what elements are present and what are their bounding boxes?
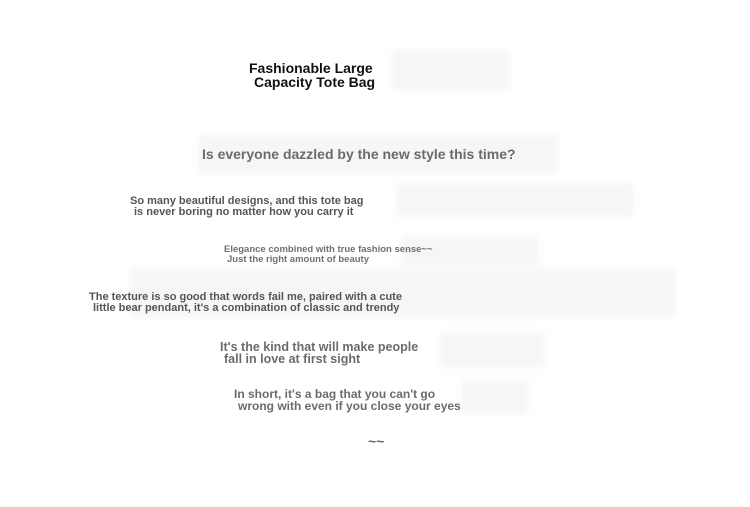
product-title-line-1: Fashionable Large bbox=[249, 60, 373, 76]
background-shade bbox=[396, 183, 634, 217]
background-shade bbox=[462, 380, 528, 414]
description-paragraph bbox=[130, 196, 363, 218]
paragraph-line: Elegance combined with true fashion sense~~ bbox=[224, 244, 433, 255]
product-title-line-2: Capacity Tote Bag bbox=[254, 74, 376, 90]
description-paragraph bbox=[224, 245, 433, 265]
paragraph-line: little bear pendant, it's a combination of classic and trendy bbox=[93, 302, 400, 314]
paragraph-line: fall in love at first sight bbox=[224, 352, 361, 366]
paragraph-line: is never boring no matter how you carry it bbox=[134, 206, 354, 218]
paragraph-line: wrong with even if you close your eyes bbox=[238, 399, 461, 413]
paragraph-line: It's the kind that will make people bbox=[220, 340, 419, 354]
description-paragraph bbox=[234, 388, 461, 412]
paragraph-line: The texture is so good that words fail me, paired with a cute bbox=[89, 291, 402, 303]
closing-tilde: ~~ bbox=[368, 433, 385, 449]
product-title bbox=[249, 61, 375, 89]
paragraph-line: So many beautiful designs, and this tote bag bbox=[130, 195, 364, 207]
paragraph-line: In short, it's a bag that you can't go bbox=[234, 387, 436, 401]
intro-heading: Is everyone dazzled by the new style this time? bbox=[202, 146, 516, 162]
background-shade bbox=[440, 333, 545, 367]
description-paragraph bbox=[220, 341, 418, 365]
paragraph-line: Just the right amount of beauty bbox=[227, 254, 369, 265]
background-shade bbox=[392, 50, 510, 90]
description-paragraph bbox=[89, 292, 402, 314]
